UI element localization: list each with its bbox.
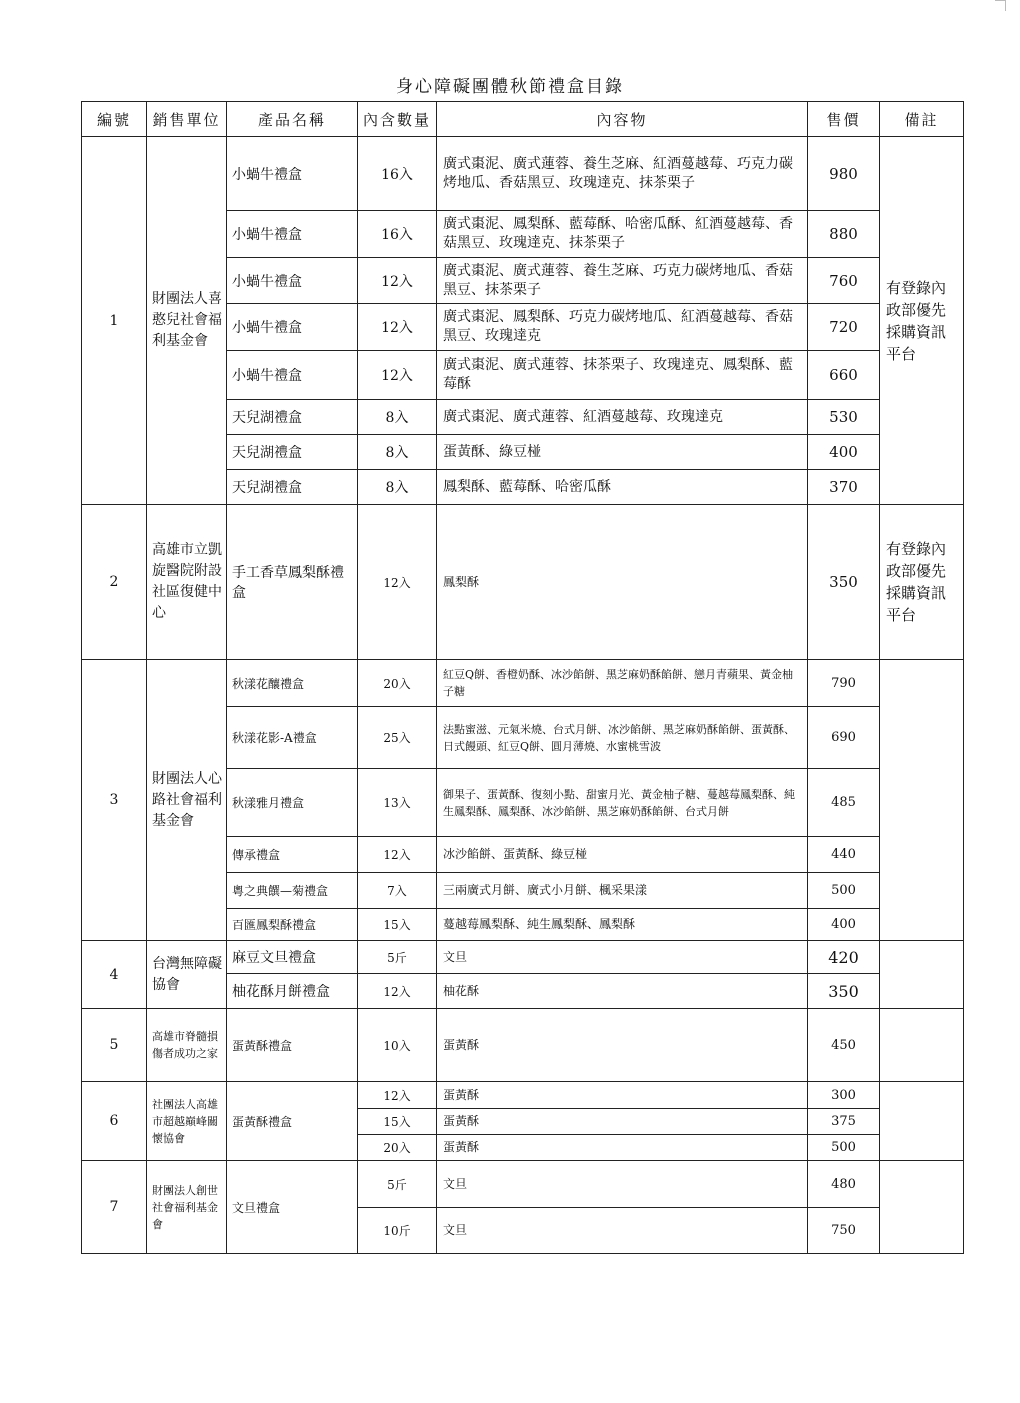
price: 450 [808,1009,880,1082]
remark-empty [880,1082,964,1161]
product-name: 柚花酥月餅禮盒 [227,974,358,1009]
product-name: 秋漾雅月禮盒 [227,769,358,837]
contents: 蔓越莓鳳梨酥、純生鳳梨酥、鳳梨酥 [437,909,808,941]
contents: 柚花酥 [437,974,808,1009]
price: 375 [808,1109,880,1135]
price: 980 [808,137,880,211]
contents: 廣式棗泥、鳳梨酥、藍莓酥、哈密瓜酥、紅酒蔓越莓、香菇黑豆、玫瑰達克、抹茶栗子 [437,211,808,258]
table-row [82,505,964,660]
product-name: 百匯鳳梨酥禮盒 [227,909,358,941]
quantity: 16入 [358,211,437,258]
price: 370 [808,470,880,505]
product-name: 秋漾花影-A禮盒 [227,707,358,769]
product-name: 小蝸牛禮盒 [227,211,358,258]
header-product: 產品名稱 [227,102,358,137]
product-name: 小蝸牛禮盒 [227,258,358,304]
price: 530 [808,400,880,435]
product-name: 蛋黃酥禮盒 [227,1009,358,1082]
price: 660 [808,351,880,400]
product-name: 傳承禮盒 [227,837,358,873]
header-price: 售價 [808,102,880,137]
sales-unit: 財團法人喜憨兒社會福利基金會 [147,137,227,505]
quantity: 8入 [358,400,437,435]
contents: 廣式棗泥、廣式蓮蓉、養生芝麻、紅酒蔓越莓、巧克力碳烤地瓜、香菇黑豆、玫瑰達克、抹茶栗子 [437,137,808,211]
price: 350 [808,974,880,1009]
quantity: 5斤 [358,941,437,974]
quantity: 12入 [358,1082,437,1109]
price: 420 [808,941,880,974]
contents: 法點蜜滋、元氣米燒、台式月餅、冰沙餡餅、黑芝麻奶酥餡餅、蛋黃酥、日式饅頭、紅豆Q餅、圓月薄燒、水蜜桃雪波 [437,707,808,769]
quantity: 15入 [358,909,437,941]
header-qty: 內含數量 [358,102,437,137]
contents: 御果子、蛋黃酥、復刻小點、甜蜜月光、黃金柚子糖、蔓越莓鳳梨酥、純生鳳梨酥、鳳梨酥、冰沙餡餅、黑芝麻奶酥餡餅、台式月餅 [437,769,808,837]
group-number: 2 [82,505,147,660]
product-name: 粵之典饌—菊禮盒 [227,873,358,909]
product-name: 麻豆文旦禮盒 [227,941,358,974]
quantity: 10入 [358,1009,437,1082]
contents: 蛋黃酥、綠豆椪 [437,435,808,470]
group-number: 6 [82,1082,147,1161]
contents: 文旦 [437,1208,808,1254]
quantity: 20入 [358,660,437,707]
quantity: 12入 [358,258,437,304]
table-header-row [82,102,964,137]
product-name: 天兒湖禮盒 [227,435,358,470]
quantity: 12入 [358,351,437,400]
quantity: 13入 [358,769,437,837]
remark: 有登錄內政部優先採購資訊平台 [880,505,964,660]
contents: 廣式棗泥、廣式蓮蓉、養生芝麻、巧克力碳烤地瓜、香菇黑豆、抹茶栗子 [437,258,808,304]
quantity: 8入 [358,435,437,470]
table-row [82,1009,964,1082]
quantity: 12入 [358,304,437,351]
remark-empty [880,660,964,941]
group-number: 5 [82,1009,147,1082]
remark: 有登錄內政部優先採購資訊平台 [880,137,964,505]
contents: 廣式棗泥、廣式蓮蓉、紅酒蔓越莓、玫瑰達克 [437,400,808,435]
contents: 文旦 [437,941,808,974]
header-contents: 內容物 [437,102,808,137]
remark-empty [880,941,964,1009]
quantity: 16入 [358,137,437,211]
price: 300 [808,1082,880,1109]
contents: 文旦 [437,1161,808,1208]
quantity: 20入 [358,1135,437,1161]
table-row [82,137,964,211]
header-no: 編號 [82,102,147,137]
group-number: 1 [82,137,147,505]
product-name: 秋漾花釀禮盒 [227,660,358,707]
quantity: 12入 [358,505,437,660]
quantity: 10斤 [358,1208,437,1254]
quantity: 12入 [358,974,437,1009]
contents: 廣式棗泥、鳳梨酥、巧克力碳烤地瓜、紅酒蔓越莓、香菇黑豆、玫瑰達克 [437,304,808,351]
price: 690 [808,707,880,769]
group-number: 3 [82,660,147,941]
header-unit: 銷售單位 [147,102,227,137]
table-row [82,660,964,707]
price: 750 [808,1208,880,1254]
group-number: 4 [82,941,147,1009]
contents: 鳳梨酥 [437,505,808,660]
sales-unit: 高雄市脊髓損傷者成功之家 [147,1009,227,1082]
product-name: 天兒湖禮盒 [227,470,358,505]
price: 500 [808,873,880,909]
product-name: 手工香草鳳梨酥禮盒 [227,505,358,660]
contents: 蛋黃酥 [437,1109,808,1135]
product-name: 小蝸牛禮盒 [227,304,358,351]
contents: 蛋黃酥 [437,1082,808,1109]
price: 790 [808,660,880,707]
quantity: 15入 [358,1109,437,1135]
price: 400 [808,909,880,941]
price: 720 [808,304,880,351]
contents: 冰沙餡餅、蛋黃酥、綠豆椪 [437,837,808,873]
sales-unit: 高雄市立凱旋醫院附設社區復健中心 [147,505,227,660]
price: 400 [808,435,880,470]
contents: 蛋黃酥 [437,1135,808,1161]
sales-unit: 財團法人心路社會福利基金會 [147,660,227,941]
contents: 紅豆Q餅、香橙奶酥、冰沙餡餅、黑芝麻奶酥餡餅、戀月青蘋果、黃金柚子糖 [437,660,808,707]
product-name: 天兒湖禮盒 [227,400,358,435]
table-row [82,1082,964,1109]
quantity: 7入 [358,873,437,909]
group-number: 7 [82,1161,147,1254]
page-corner-mark [995,0,1006,11]
price: 760 [808,258,880,304]
quantity: 25入 [358,707,437,769]
sales-unit: 台灣無障礙協會 [147,941,227,1009]
contents: 廣式棗泥、廣式蓮蓉、抹茶栗子、玫瑰達克、鳳梨酥、藍莓酥 [437,351,808,400]
product-name: 小蝸牛禮盒 [227,137,358,211]
product-name: 文旦禮盒 [227,1161,358,1254]
quantity: 12入 [358,837,437,873]
sales-unit: 社團法人高雄市超越巔峰關懷協會 [147,1082,227,1161]
price: 880 [808,211,880,258]
product-name: 小蝸牛禮盒 [227,351,358,400]
quantity: 5斤 [358,1161,437,1208]
contents: 鳳梨酥、藍莓酥、哈密瓜酥 [437,470,808,505]
document-title: 身心障礙團體秋節禮盒目錄 [396,77,624,97]
remark-empty [880,1009,964,1082]
table-row [82,941,964,974]
header-note: 備註 [880,102,964,137]
table-row [82,1161,964,1208]
price: 350 [808,505,880,660]
remark-empty [880,1161,964,1254]
gift-box-catalog-table [81,101,964,1254]
contents: 蛋黃酥 [437,1009,808,1082]
contents: 三兩廣式月餅、廣式小月餅、楓采果漾 [437,873,808,909]
product-name: 蛋黃酥禮盒 [227,1082,358,1161]
sales-unit: 財團法人創世社會福利基金會 [147,1161,227,1254]
price: 485 [808,769,880,837]
price: 480 [808,1161,880,1208]
quantity: 8入 [358,470,437,505]
price: 500 [808,1135,880,1161]
price: 440 [808,837,880,873]
